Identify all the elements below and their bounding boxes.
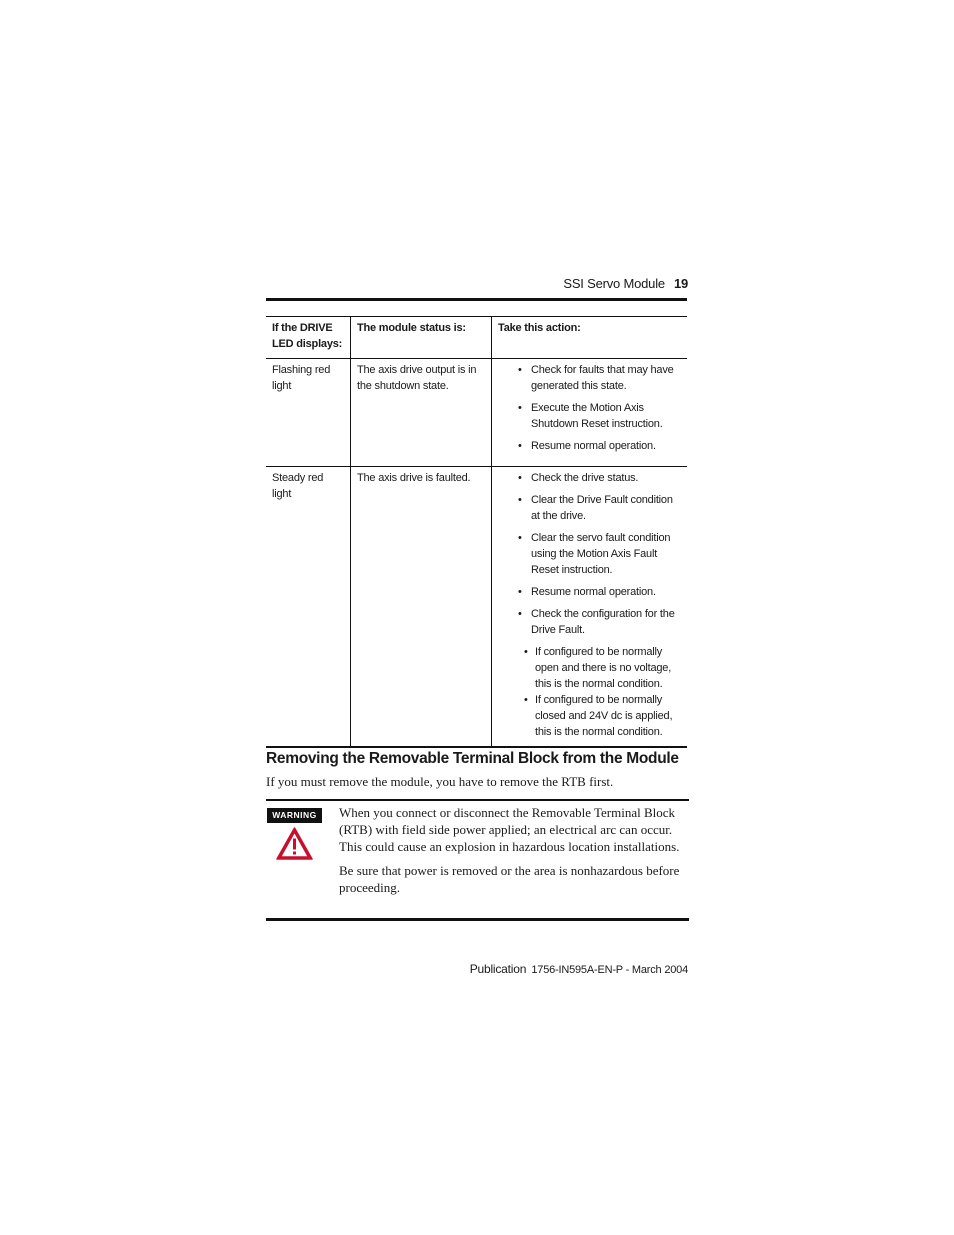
action-cell — [492, 467, 688, 748]
led-cell: Steady red light — [266, 467, 351, 748]
action-list — [498, 470, 681, 638]
table-row — [266, 359, 687, 467]
column-header-action: Take this action: — [498, 322, 581, 334]
column-header-led: If the DRIVE LED displays: — [266, 317, 351, 359]
action-item: • Check for faults that may have generated this state. — [518, 362, 681, 394]
status-cell: The axis drive output is in the shutdown state. — [351, 359, 492, 467]
led-status-table — [266, 316, 687, 748]
page-number: 19 — [673, 276, 688, 291]
table-row — [266, 467, 687, 748]
column-header-status: The module status is: — [351, 317, 492, 359]
action-item: • Check the configuration for the Drive Fault. — [518, 606, 681, 638]
sub-action-item: • If configured to be normally closed and 24V dc is applied, this is the normal condition. — [524, 692, 681, 740]
warning-paragraph: When you connect or disconnect the Removable Terminal Block (RTB) with field side power applied; an electrical arc can occur. This could cause an explosion in hazardous location installations. — [339, 805, 680, 854]
header-rule — [266, 298, 687, 301]
action-item: • Resume normal operation. — [518, 584, 681, 600]
header-title: SSI Servo Module — [563, 276, 665, 291]
warning-paragraph: Be sure that power is removed or the area is nonhazardous before proceeding. — [339, 863, 680, 895]
led-cell: Flashing red light — [266, 359, 351, 467]
sub-action-item: • If configured to be normally open and there is no voltage, this is the normal condition. — [524, 644, 681, 692]
publication-footer — [470, 962, 688, 976]
warning-text — [339, 804, 689, 903]
status-cell: The axis drive is faulted. — [351, 467, 492, 748]
warning-rule-top — [266, 799, 689, 801]
running-header — [563, 276, 688, 291]
warning-triangle-icon — [276, 827, 313, 865]
section-heading: Removing the Removable Terminal Block from the Module — [266, 750, 679, 767]
sub-action-list — [498, 644, 681, 740]
warning-label: WARNING — [267, 808, 322, 823]
section-intro: If you must remove the module, you have to remove the RTB first. — [266, 774, 614, 789]
action-list — [498, 362, 681, 454]
action-item: • Resume normal operation. — [518, 438, 681, 454]
warning-rule-bottom — [266, 918, 689, 921]
action-item: • Clear the servo fault condition using the Motion Axis Fault Reset instruction. — [518, 530, 681, 578]
action-cell — [492, 359, 688, 467]
footer-label: Publication — [469, 962, 527, 976]
table-header-row — [266, 317, 687, 359]
action-item: • Check the drive status. — [518, 470, 681, 486]
action-item: • Clear the Drive Fault condition at the drive. — [518, 492, 681, 524]
publication-number: 1756-IN595A-EN-P - March 2004 — [531, 964, 688, 976]
action-item: • Execute the Motion Axis Shutdown Reset instruction. — [518, 400, 681, 432]
